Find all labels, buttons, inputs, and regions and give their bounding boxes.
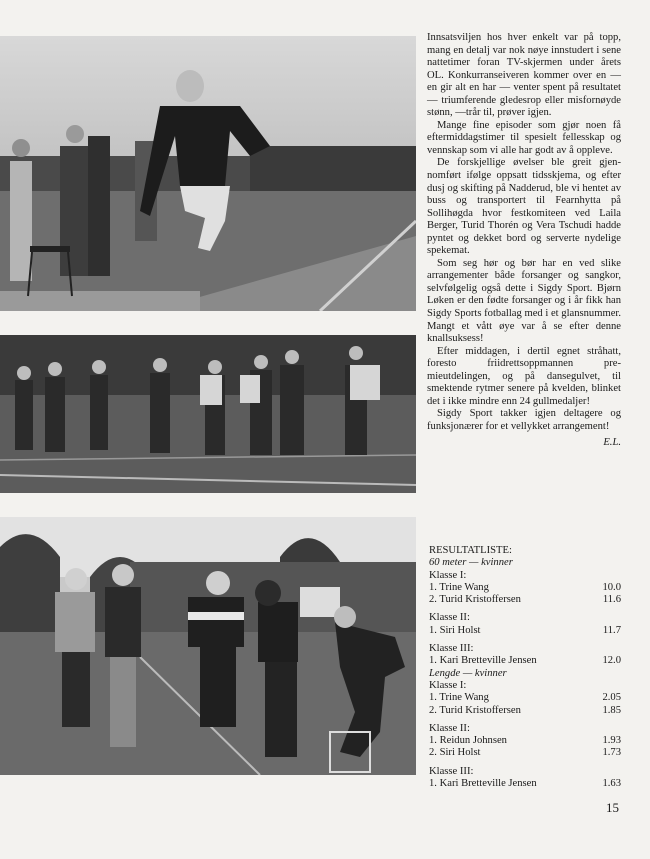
result-name: 1. Kari Bretteville Jensen <box>429 778 537 790</box>
article-paragraph: De forskjellige øvelser ble greit gjennomført ifølge oppsatt tidsskjema, og efter dusj og skifting på Nadderud, ble vi hentet av buss og transportert til Fearnhytta på Sollihøgda hvor festkomiteen ved Laila Berger, Turid Thorén og Vera Tschudi hadde pyntet og dekket bord og serverte nydelige spekemat. <box>427 157 621 257</box>
result-name: 2. Turid Kristoffersen <box>429 594 521 606</box>
article-signature: E.L. <box>603 436 621 448</box>
result-row <box>429 625 621 637</box>
result-value: 1.63 <box>602 778 621 790</box>
results-list <box>429 545 621 790</box>
result-value: 1.93 <box>602 735 621 747</box>
event-title: 60 meter — kvinner <box>429 557 513 569</box>
article-paragraph: Som seg hør og bør har en ved slike arrangementer både forsanger og sangkor, selvfølgelig også dette i Sigdy Sport. Bjørn Løken er den fødte forsanger og i år fikk han Sigdy Sports fotballag med i et glansnummer. Mangt et vått øye var å se efter denne knallsuksess! <box>427 257 621 345</box>
result-name: 1. Siri Holst <box>429 624 481 636</box>
article-paragraph: Efter middagen, i dertil egnet stråhatt, foresto friidrettsoppmannen premieutdelingen, og på dansegulvet, til smektende rytmer senere på kvelden, blinket det i ikke mindre enn 24 gullmedaljer! <box>427 345 621 407</box>
class-label: Klasse III: <box>429 643 474 655</box>
photo-sprint-race <box>0 335 416 493</box>
result-value: 1.85 <box>602 704 621 716</box>
result-row <box>429 582 621 594</box>
result-value: 11.7 <box>602 624 621 636</box>
class-label: Klasse II: <box>429 612 470 624</box>
article-paragraph: Sigdy Sport takker igjen deltagere og funksjonærer for et vellykket arrangement! <box>427 408 621 432</box>
class-label: Klasse I: <box>429 679 467 691</box>
article-paragraph: Mange fine episoder som gjør noen få eftermiddagstimer til spesielt fellesskap og vennskap som vi alle har godt av å oppleve. <box>427 119 621 156</box>
result-name: 1. Kari Bretteville Jensen <box>429 655 537 667</box>
article-text <box>427 32 621 449</box>
result-row <box>429 705 621 717</box>
result-value: 1.73 <box>602 747 621 759</box>
result-row <box>429 778 621 790</box>
photo-long-jump <box>0 36 416 311</box>
result-name: 2. Turid Kristoffersen <box>429 704 521 716</box>
result-value: 12.0 <box>602 655 621 667</box>
result-value: 10.0 <box>602 581 621 593</box>
result-row <box>429 747 621 759</box>
result-value: 2.05 <box>602 692 621 704</box>
class-label: Klasse II: <box>429 722 470 734</box>
class-label: Klasse III: <box>429 765 474 777</box>
result-row <box>429 692 621 704</box>
page-number: 15 <box>606 800 619 815</box>
result-value: 11.6 <box>602 594 621 606</box>
result-name: 1. Reidun Johnsen <box>429 735 507 747</box>
article-paragraph: Innsatsviljen hos hver enkelt var på topp, mang en detalj var nok nøye innstudert i sene nattetimer foran TV-skjermen under årets OL. Konkurranseiveren kommer over en — en gir alt en har — venter spent på resultatet — triumferende gledesrop eller misfornøyde stønn, —trår til, prøver igjen. <box>427 32 621 119</box>
results-title: RESULTATLISTE: <box>429 545 512 556</box>
result-row <box>429 735 621 747</box>
result-name: 1. Trine Wang <box>429 581 489 593</box>
result-row <box>429 594 621 606</box>
photo-women-group <box>0 517 416 775</box>
class-label: Klasse I: <box>429 569 467 581</box>
result-name: 1. Trine Wang <box>429 692 489 704</box>
result-row <box>429 655 621 667</box>
result-name: 2. Siri Holst <box>429 747 481 759</box>
event-title: Lengde — kvinner <box>429 667 507 679</box>
